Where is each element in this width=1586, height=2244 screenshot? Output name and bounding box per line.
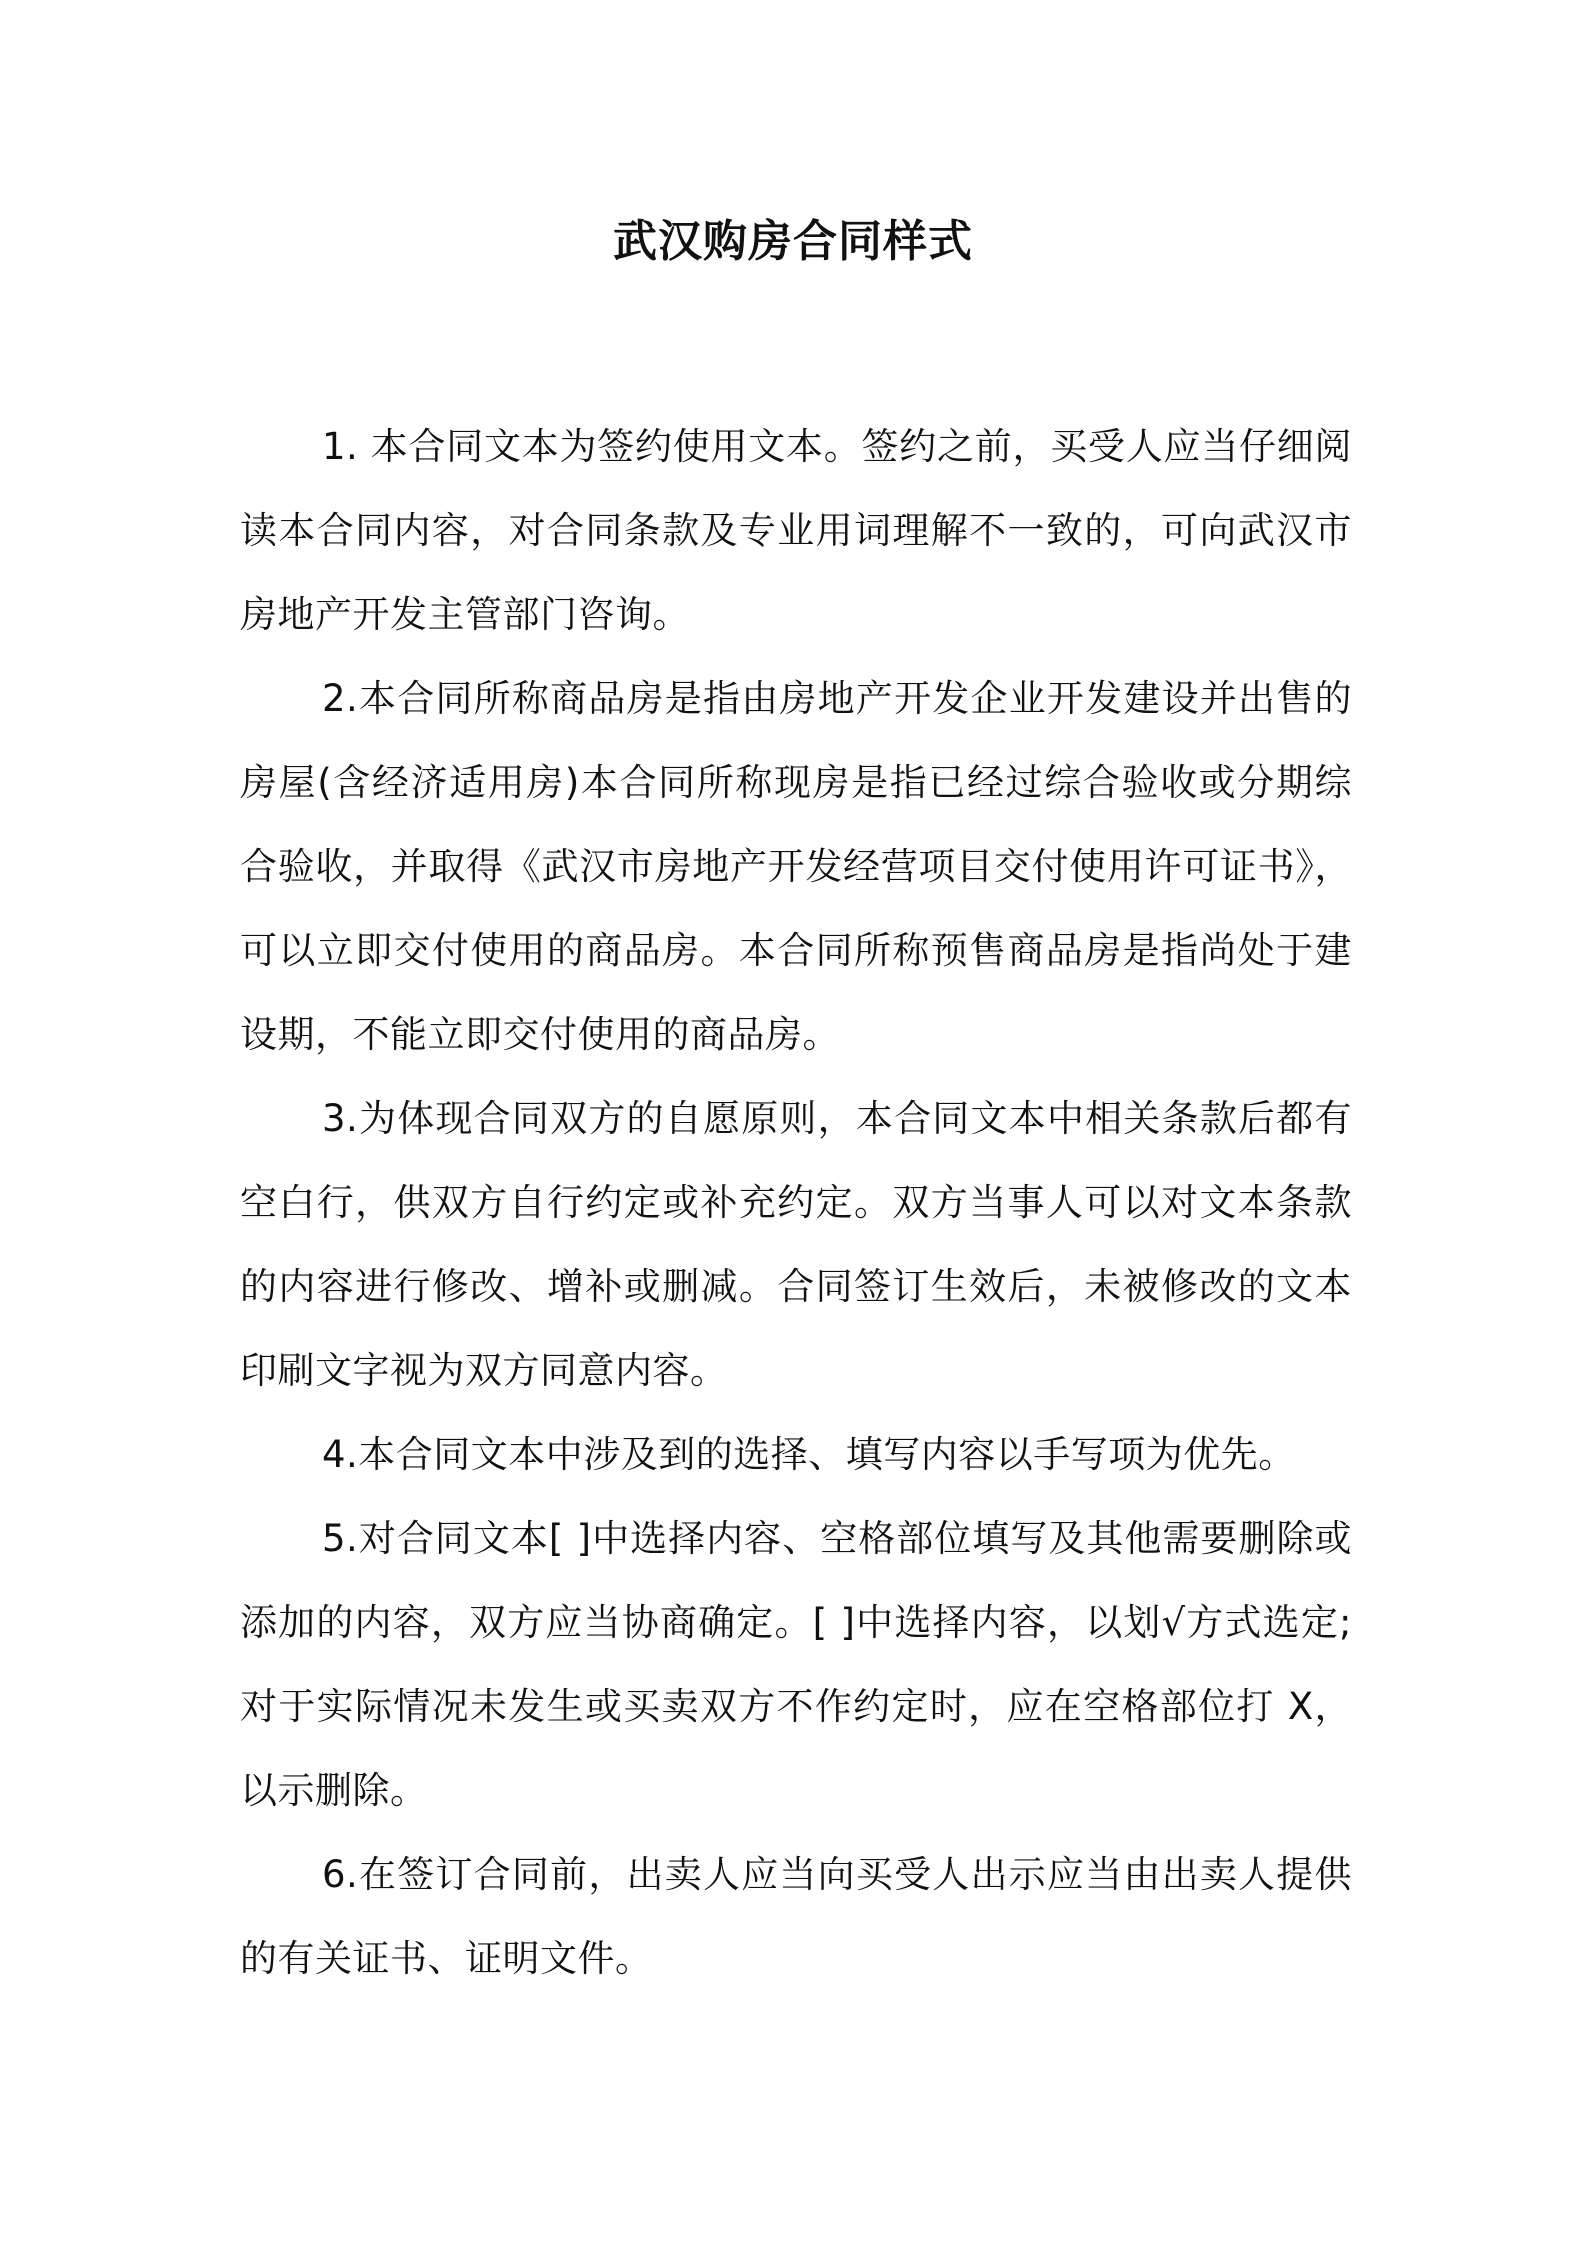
document-body — [240, 405, 1352, 2001]
paragraph-3: 3.为体现合同双方的自愿原则，本合同文本中相关条款后都有空白行，供双方自行约定或补充约定。双方当事人可以对文本条款的内容进行修改、增补或删减。合同签订生效后，未被修改的文本印刷文字视为双方同意内容。 — [240, 1097, 1352, 1392]
paragraph-1: 1. 本合同文本为签约使用文本。签约之前，买受人应当仔细阅读本合同内容，对合同条款及专业用词理解不一致的，可向武汉市房地产开发主管部门咨询。 — [240, 425, 1352, 636]
document-title: 武汉购房合同样式 — [613, 216, 973, 267]
paragraph-5: 5.对合同文本[ ]中选择内容、空格部位填写及其他需要删除或添加的内容，双方应当协商确定。[ ]中选择内容，以划√方式选定;对于实际情况未发生或买卖双方不作约定时，应在空格部位打 X，以示删除。 — [240, 1517, 1352, 1812]
paragraph-4: 4.本合同文本中涉及到的选择、填写内容以手写项为优先。 — [322, 1433, 1296, 1476]
paragraph-6: 6.在签订合同前，出卖人应当向买受人出示应当由出卖人提供的有关证书、证明文件。 — [240, 1853, 1352, 1980]
paragraph-2: 2.本合同所称商品房是指由房地产开发企业开发建设并出售的房屋(含经济适用房)本合同所称现房是指已经过综合验收或分期综合验收，并取得《武汉市房地产开发经营项目交付使用许可证书》，可以立即交付使用的商品房。本合同所称预售商品房是指尚处于建设期，不能立即交付使用的商品房。 — [240, 677, 1352, 1056]
